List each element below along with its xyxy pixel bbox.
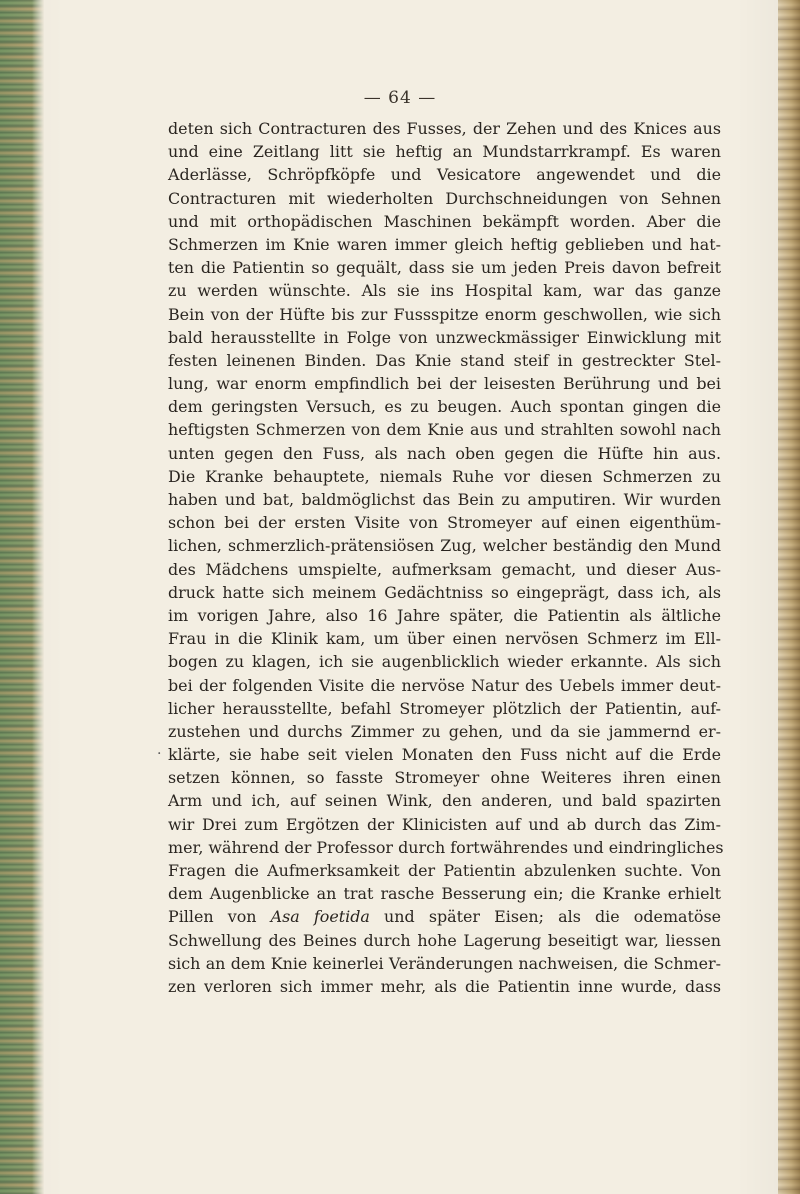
text-line: Fragen die Aufmerksamkeit der Patientin abzulenken suchte. Von bbox=[168, 861, 721, 880]
text-line: Contracturen mit wiederholten Durchschneidungen von Sehnen bbox=[168, 188, 721, 208]
text-line: lichen, schmerzlich-prätensiösen Zug, welcher beständig den Mund bbox=[168, 536, 721, 556]
text-line: wir Drei zum Ergötzen der Klinicisten auf und ab durch das Zim- bbox=[168, 814, 721, 834]
text-line: bogen zu klagen, ich sie augenblicklich wieder erkannte. Als sich bbox=[168, 652, 721, 672]
page-fore-edge bbox=[778, 0, 800, 1194]
page-number: — 64 — bbox=[363, 88, 437, 108]
text-line: deten sich Contracturen des Fusses, der Zehen und des Knices aus bbox=[168, 119, 721, 138]
text-line-with-italic bbox=[168, 905, 721, 928]
text-line: druck hatte sich meinem Gedächtniss so eingeprägt, dass ich, als bbox=[168, 582, 721, 602]
text-line: setzen können, so fasste Stromeyer ohne Weiteres ihren einen bbox=[168, 768, 721, 788]
text-line: Die Kranke behauptete, niemals Ruhe vor diesen Schmerzen zu bbox=[168, 466, 721, 486]
text-line: Bein von der Hüfte bis zur Fussspitze enorm geschwollen, wie sich bbox=[168, 304, 721, 324]
text-line: im vorigen Jahre, also 16 Jahre später, die Patientin als ältliche bbox=[168, 605, 721, 625]
text-line: heftigsten Schmerzen von dem Knie aus und strahlten sowohl nach bbox=[168, 420, 721, 440]
text-fragment: und später Eisen; als die odematöse bbox=[369, 907, 722, 927]
text-line: klärte, sie habe seit vielen Monaten den Fuss nicht auf die Erde bbox=[168, 745, 721, 765]
text-line: Aderlässe, Schröpfköpfe und Vesicatore angewendet und die bbox=[168, 165, 721, 185]
page-binding-edge bbox=[0, 0, 44, 1194]
text-line: ten die Patientin so gequält, dass sie um jeden Preis davon befreit bbox=[168, 258, 721, 278]
margin-mark: . bbox=[157, 742, 162, 758]
text-line: zu werden wünschte. Als sie ins Hospital kam, war das ganze bbox=[168, 281, 721, 301]
text-line: Frau in die Klinik kam, um über einen nervösen Schmerz im Ell- bbox=[168, 629, 721, 649]
text-line: schon bei der ersten Visite von Stromeyer auf einen eigenthüm- bbox=[168, 513, 721, 533]
body-text bbox=[168, 117, 724, 998]
text-line: lung, war enorm empfindlich bei der leisesten Berührung und bei bbox=[168, 374, 721, 394]
text-line: Arm und ich, auf seinen Wink, den anderen, und bald spazirten bbox=[168, 791, 721, 811]
text-line: dem Augenblicke an trat rasche Besserung ein; die Kranke erhielt bbox=[168, 884, 721, 904]
text-line: dem geringsten Versuch, es zu beugen. Auch spontan gingen die bbox=[168, 397, 721, 417]
text-line: bei der folgenden Visite die nervöse Natur des Uebels immer deut- bbox=[168, 675, 721, 695]
text-line: zustehen und durchs Zimmer zu gehen, und da sie jammernd er- bbox=[168, 721, 721, 741]
text-line: Schmerzen im Knie waren immer gleich heftig geblieben und hat- bbox=[168, 234, 721, 254]
text-line: licher herausstellte, befahl Stromeyer plötzlich der Patientin, auf- bbox=[168, 698, 721, 718]
text-line: mer, während der Professor durch fortwährendes und eindringliches bbox=[168, 837, 724, 857]
italic-term: Asa foetida bbox=[270, 907, 370, 927]
text-line: und mit orthopädischen Maschinen bekämpft worden. Aber die bbox=[168, 211, 721, 231]
text-line: festen leinenen Binden. Das Knie stand steif in gestreckter Stel- bbox=[168, 350, 721, 370]
text-line: des Mädchens umspielte, aufmerksam gemacht, und dieser Aus- bbox=[168, 559, 721, 579]
text-fragment: Pillen von bbox=[168, 907, 271, 927]
text-line: unten gegen den Fuss, als nach oben gegen die Hüfte hin aus. bbox=[168, 443, 721, 463]
text-line: sich an dem Knie keinerlei Veränderungen nachweisen, die Schmer- bbox=[168, 953, 721, 973]
text-line: haben und bat, baldmöglichst das Bein zu amputiren. Wir wurden bbox=[168, 490, 721, 509]
text-line: Schwellung des Beines durch hohe Lagerung beseitigt war, liessen bbox=[168, 930, 721, 950]
text-line: und eine Zeitlang litt sie heftig an Mundstarrkrampf. Es waren bbox=[168, 142, 721, 162]
text-line: bald herausstellte in Folge von unzweckmässiger Einwicklung mit bbox=[168, 327, 721, 347]
text-line: zen verloren sich immer mehr, als die Patientin inne wurde, dass bbox=[168, 976, 721, 996]
